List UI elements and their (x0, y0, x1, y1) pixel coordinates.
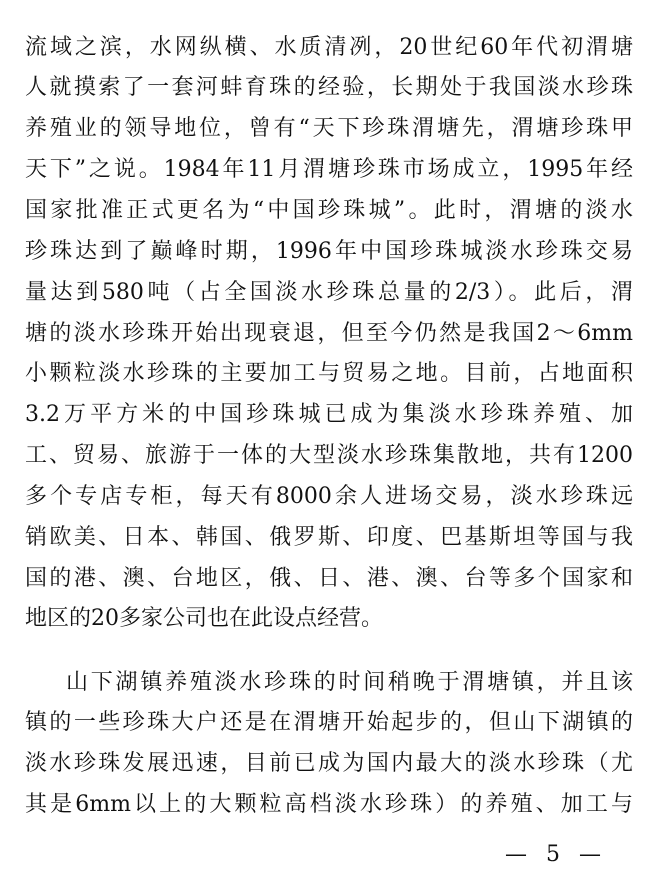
paragraph-1-line-3: 养殖业的领导地位，曾有“天下珍珠渭塘先，渭塘珍珠甲 (25, 116, 633, 141)
paragraph-1-line-2: 人就摸索了一套河蚌育珠的经验，长期处于我国淡水珍珠 (25, 75, 633, 100)
paragraph-1-line-7: 量达到580吨（占全国淡水珍珠总量的2/3）。此后，渭 (25, 280, 633, 305)
paragraph-1-line-13: 销欧美、日本、韩国、俄罗斯、印度、巴基斯坦等国与我 (25, 525, 633, 550)
paragraph-2-line-2: 镇的一些珍珠大户还是在渭塘开始起步的，但山下湖镇的 (25, 710, 633, 735)
paragraph-1-line-4: 天下”之说。1984年11月渭塘珍珠市场成立，1995年经 (25, 157, 633, 182)
paragraph-1-line-15: 地区的20多家公司也在此设点经营。 (25, 606, 383, 631)
paragraph-1-line-9: 小颗粒淡水珍珠的主要加工与贸易之地。目前，占地面积 (25, 361, 633, 386)
paragraph-2-line-1: 山下湖镇养殖淡水珍珠的时间稍晚于渭塘镇，并且该 (66, 670, 633, 695)
paragraph-1-line-11: 工、贸易、旅游于一体的大型淡水珍珠集散地，共有1200 (25, 443, 633, 468)
paragraph-1-line-12: 多个专店专柜，每天有8000余人进场交易，淡水珍珠远 (25, 484, 633, 509)
paragraph-1-line-14: 国的港、澳、台地区，俄、日、港、澳、台等多个国家和 (25, 566, 633, 591)
paragraph-1-line-10: 3.2万平方米的中国珍珠城已成为集淡水珍珠养殖、加 (25, 402, 633, 427)
paragraph-2-line-3: 淡水珍珠发展迅速，目前已成为国内最大的淡水珍珠（尤 (25, 751, 633, 776)
page-footer (0, 840, 669, 870)
paragraph-1-line-1: 流域之滨，水网纵横、水质清冽，20世纪60年代初渭塘 (25, 35, 633, 60)
paragraph-1-line-6: 珍珠达到了巅峰时期，1996年中国珍珠城淡水珍珠交易 (25, 239, 633, 264)
paragraph-2-line-4: 其是6mm以上的大颗粒高档淡水珍珠）的养殖、加工与 (25, 792, 633, 817)
paragraph-1-line-5: 国家批准正式更名为“中国珍珠城”。此时，渭塘的淡水 (25, 198, 633, 223)
paragraph-1-line-8: 塘的淡水珍珠开始出现衰退，但至今仍然是我国2～6mm (25, 321, 633, 346)
page-number: — 5 — (505, 842, 607, 867)
